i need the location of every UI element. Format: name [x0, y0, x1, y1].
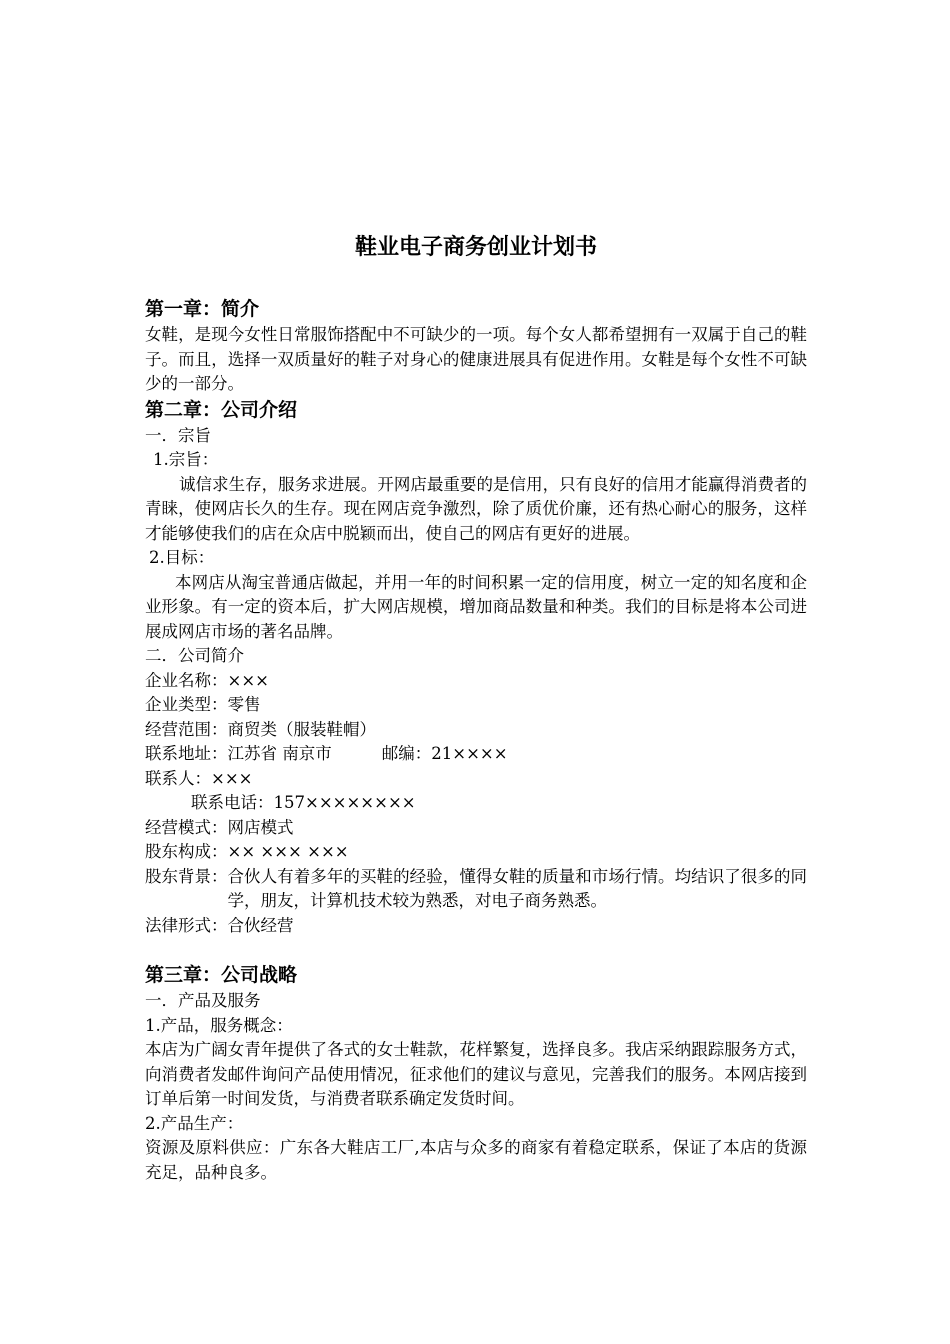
- shareholder-background-text: 合伙人有着多年的买鞋的经验，懂得女鞋的质量和市场行情。均结识了很多的同学，朋友，计算机技术较为熟悉，对电子商务熟悉。: [227, 866, 807, 910]
- paragraph-product-concept: 本店为广阔女青年提供了各式的女士鞋款，花样繁复，选择良多。我店采纳跟踪服务方式，向消费者发邮件询问产品使用情况，征求他们的建议与意见，完善我们的服务。本网店接到订单后第一时间发货，与消费者联系确定发货时间。: [145, 1040, 807, 1108]
- item-label-purpose: 1.宗旨：: [153, 450, 219, 469]
- address-text: 联系地址：江苏省 南京市: [145, 744, 332, 763]
- document-body: [145, 296, 807, 1185]
- legal-form-line: 法律形式：合伙经营: [145, 915, 294, 935]
- company-type-line: 企业类型：零售: [145, 695, 261, 714]
- postcode-text: 邮编：21××××: [381, 744, 508, 763]
- item-label-goal: 2.目标：: [149, 548, 215, 567]
- shareholder-background-block: [145, 865, 807, 914]
- section-heading-purpose: 一．宗旨: [145, 425, 211, 445]
- item-label-production: 2.产品生产：: [145, 1113, 244, 1133]
- chapter-3-heading: 第三章：公司战略: [145, 964, 298, 986]
- paragraph-goal: 本网店从淘宝普通店做起，并用一年的时间积累一定的信用度，树立一定的知名度和企业形象。有一定的资本后，扩大网店规模，增加商品数量和种类。我们的目标是将本公司进展成网店市场的著名品牌。: [145, 572, 807, 641]
- item-label-product-concept: 1.产品，服务概念：: [145, 1015, 293, 1035]
- document-title: 鞋业电子商务创业计划书: [354, 235, 597, 260]
- contact-person-line: 联系人：×××: [145, 768, 253, 788]
- section-heading-company-profile: 二．公司简介: [145, 646, 244, 665]
- phone-line: 联系电话：157××××××××: [191, 793, 416, 812]
- chapter-2-heading: 第二章：公司介绍: [145, 398, 298, 421]
- section-gap: [145, 938, 807, 962]
- shareholders-line: 股东构成：×× ××× ×××: [145, 842, 349, 861]
- company-name-line: 企业名称：×××: [145, 670, 269, 690]
- address-line: [145, 742, 807, 767]
- section-heading-products: 一．产品及服务: [145, 991, 261, 1010]
- chapter-1-heading: 第一章：简介: [145, 298, 260, 320]
- chapter-1-paragraph: 女鞋，是现今女性日常服饰搭配中不可缺少的一项。每个女人都希望拥有一双属于自己的鞋子。而且，选择一双质量好的鞋子对身心的健康进展具有促进作用。女鞋是每个女性不可缺少的一部分。: [145, 325, 807, 393]
- paragraph-production: 资源及原料供应：广东各大鞋店工厂,本店与众多的商家有着稳定联系，保证了本店的货源充足，品种良多。: [145, 1138, 807, 1182]
- business-scope-line: 经营范围：商贸类（服装鞋帽）: [145, 719, 376, 739]
- paragraph-purpose: 诚信求生存，服务求进展。开网店最重要的是信用，只有良好的信用才能赢得消费者的青睐，使网店长久的生存。现在网店竞争激烈，除了质优价廉，还有热心耐心的服务，这样才能够使我们的店在众店中脱颖而出，使自己的网店有更好的进展。: [145, 474, 807, 543]
- business-mode-line: 经营模式：网店模式: [145, 817, 294, 837]
- shareholder-background-label: 股东背景：: [145, 866, 228, 886]
